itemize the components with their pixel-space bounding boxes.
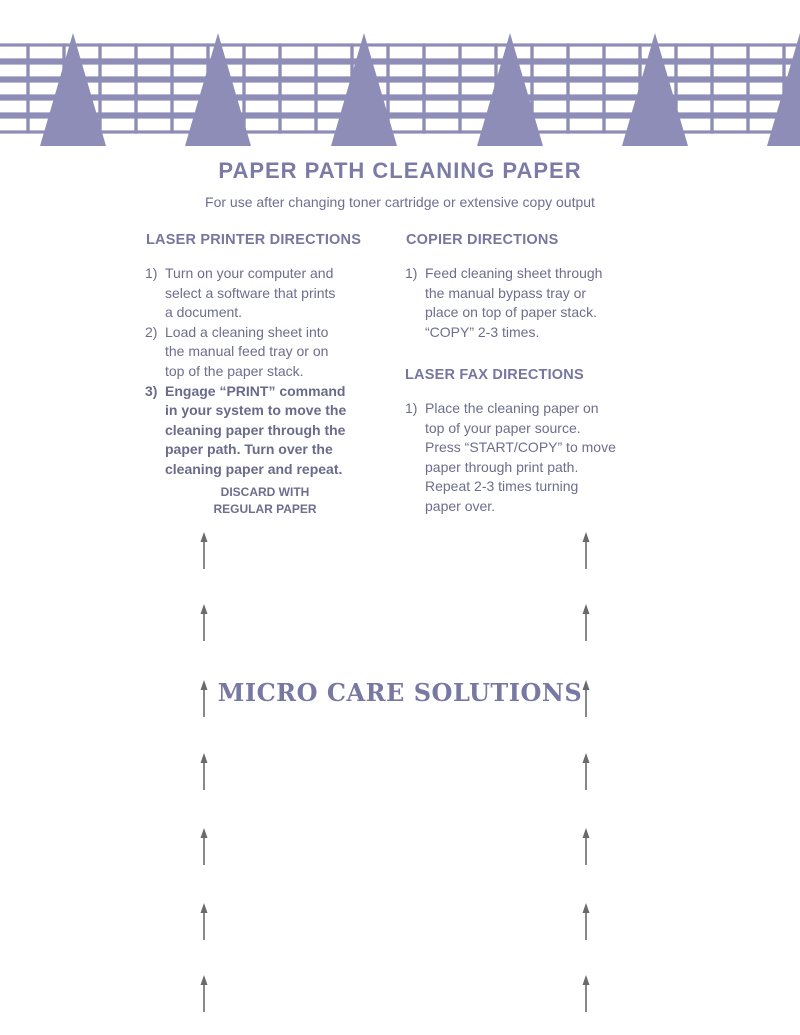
laser-fax-steps <box>405 399 665 517</box>
up-arrow-icon <box>583 532 590 569</box>
up-arrow-icon <box>583 604 590 641</box>
grid-cell <box>280 117 316 132</box>
grid-cell <box>568 117 604 132</box>
grid-cell <box>532 99 568 114</box>
laser-printer-steps <box>145 264 385 480</box>
grid-cell <box>172 63 208 78</box>
grid-cell <box>748 63 784 78</box>
grid-cell <box>28 63 64 78</box>
laser-printer-step-3 <box>145 382 385 480</box>
copier-heading: COPIER DIRECTIONS <box>406 232 559 248</box>
grid-cell <box>424 45 460 60</box>
grid-cell <box>532 81 568 96</box>
grid-cell <box>280 63 316 78</box>
laser-fax-step-1 <box>405 399 665 517</box>
grid-cell <box>100 81 136 96</box>
grid-cell <box>568 45 604 60</box>
triangle-pattern <box>40 33 800 146</box>
up-arrow-icon <box>201 604 208 641</box>
triangle-shape <box>40 33 106 146</box>
grid-cell <box>712 45 748 60</box>
grid-cell <box>424 63 460 78</box>
triangle-shape <box>622 33 688 146</box>
grid-cell <box>424 117 460 132</box>
grid-cell <box>100 117 136 132</box>
grid-cell <box>244 45 280 60</box>
triangle-shape <box>185 33 251 146</box>
laser-fax-heading: LASER FAX DIRECTIONS <box>405 367 584 383</box>
grid-cell <box>532 45 568 60</box>
up-arrow-icon <box>201 975 208 1012</box>
grid-cell <box>136 45 172 60</box>
step-number: 1) <box>145 265 158 281</box>
grid-cell <box>244 99 280 114</box>
laser-printer-step-1 <box>145 264 385 323</box>
grid-cell <box>100 99 136 114</box>
grid-cell <box>460 81 496 96</box>
laser-printer-heading: LASER PRINTER DIRECTIONS <box>146 232 362 248</box>
grid-cell <box>604 63 640 78</box>
grid-cell <box>316 45 352 60</box>
grid-cell <box>604 45 640 60</box>
grid-cell <box>388 99 424 114</box>
grid-cell <box>676 63 712 78</box>
copier-steps <box>405 264 655 342</box>
grid-cell <box>388 81 424 96</box>
grid-cell <box>100 63 136 78</box>
grid-cell <box>172 45 208 60</box>
grid-cell <box>280 81 316 96</box>
discard-note: DISCARD WITH REGULAR PAPER <box>213 485 317 516</box>
grid-cell <box>676 81 712 96</box>
grid-cell <box>0 99 28 114</box>
grid-cell <box>676 45 712 60</box>
grid-cell <box>136 117 172 132</box>
step-number: 1) <box>405 400 418 416</box>
step-number: 3) <box>145 382 158 399</box>
up-arrow-icon <box>201 532 208 569</box>
grid-cell <box>0 63 28 78</box>
grid-cell <box>244 117 280 132</box>
grid-cell <box>244 81 280 96</box>
up-arrow-icon <box>201 903 208 940</box>
step-text: Place the cleaning paper on top of your paper source. Press “START/COPY” to move paper through print path. Repeat 2-3 times turning paper over. <box>425 400 616 514</box>
grid-cell <box>136 81 172 96</box>
grid-cell <box>0 81 28 96</box>
step-text: Turn on your computer and select a software that prints a document. <box>165 265 336 321</box>
grid-cell <box>28 45 64 60</box>
grid-cell <box>604 81 640 96</box>
up-arrow-icon <box>583 903 590 940</box>
up-arrow-icon <box>201 680 208 717</box>
feed-direction-arrows <box>0 520 800 1035</box>
page-title: PAPER PATH CLEANING PAPER <box>218 158 582 183</box>
grid-cell <box>244 63 280 78</box>
grid-cell <box>568 81 604 96</box>
grid-cell <box>280 99 316 114</box>
grid-cell <box>712 81 748 96</box>
up-arrow-icon <box>201 828 208 865</box>
brand-name: MICRO CARE SOLUTIONS <box>217 678 583 707</box>
grid-cell <box>712 99 748 114</box>
step-number: 1) <box>405 265 418 281</box>
grid-cell <box>388 45 424 60</box>
grid-cell <box>712 63 748 78</box>
grid-cell <box>136 63 172 78</box>
grid-cell <box>568 99 604 114</box>
step-number: 2) <box>145 323 158 340</box>
up-arrow-icon <box>583 753 590 790</box>
up-arrow-icon <box>583 975 590 1012</box>
grid-cell <box>388 63 424 78</box>
grid-cell <box>460 45 496 60</box>
grid-cell <box>748 45 784 60</box>
grid-cell <box>0 117 28 132</box>
grid-cell <box>532 63 568 78</box>
grid-cell <box>748 81 784 96</box>
grid-cell <box>460 63 496 78</box>
copier-step-1 <box>405 264 655 342</box>
grid-cell <box>100 45 136 60</box>
up-arrow-icon <box>583 828 590 865</box>
grid-cell <box>424 81 460 96</box>
up-arrow-icon <box>583 680 590 717</box>
grid-cell <box>712 117 748 132</box>
step-text: Feed cleaning sheet through the manual bypass tray or place on top of paper stack. “COPY” 2-3 times. <box>425 265 603 340</box>
header-banner <box>0 0 800 150</box>
laser-printer-step-2 <box>145 323 385 382</box>
grid-cell <box>280 45 316 60</box>
step-text: Load a cleaning sheet into the manual feed tray or on top of the paper stack. <box>165 323 329 379</box>
up-arrow-icon <box>201 753 208 790</box>
grid-cell <box>136 99 172 114</box>
grid-cell <box>676 99 712 114</box>
grid-cell <box>388 117 424 132</box>
grid-cell <box>316 63 352 78</box>
grid-cell <box>568 63 604 78</box>
grid-cell <box>424 99 460 114</box>
grid-cell <box>0 45 28 60</box>
page-subtitle: For use after changing toner cartridge or extensive copy output <box>205 194 595 210</box>
step-text: Engage “PRINT” command in your system to move the cleaning paper through the paper path. Turn over the cleaning paper and repeat. <box>165 382 347 477</box>
